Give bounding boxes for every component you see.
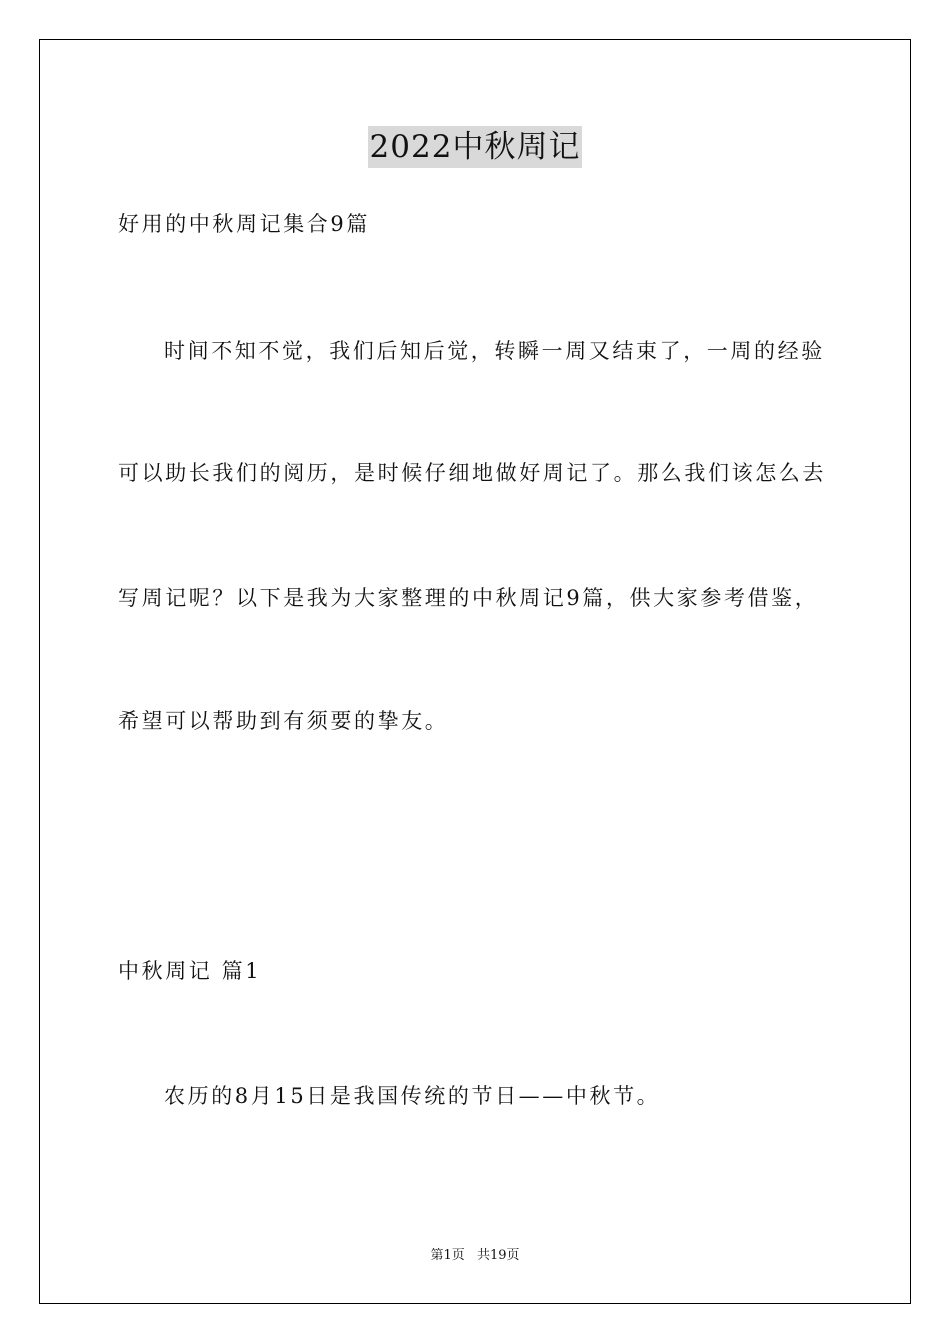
- document-subtitle: 好用的中秋周记集合9篇: [118, 212, 370, 236]
- section-paragraph-line: 农历的8月15日是我国传统的节日——中秋节。: [164, 1084, 661, 1108]
- page-footer: [0, 1247, 950, 1265]
- page-total: 共19页: [476, 1248, 520, 1263]
- intro-line-4: 希望可以帮助到有须要的挚友。: [118, 709, 449, 733]
- intro-line-3: 写周记呢？以下是我为大家整理的中秋周记9篇，供大家参考借鉴，: [118, 586, 819, 610]
- page-number: 第1页: [430, 1248, 465, 1263]
- section-heading: 中秋周记 篇1: [118, 959, 262, 983]
- title-container: [0, 126, 950, 168]
- intro-line-1: 时间不知不觉，我们后知后觉，转瞬一周又结束了，一周的经验: [164, 339, 825, 363]
- intro-line-2: 可以助长我们的阅历，是时候仔细地做好周记了。那么我们该怎么去: [118, 461, 826, 485]
- document-title: 2022中秋周记: [368, 126, 583, 168]
